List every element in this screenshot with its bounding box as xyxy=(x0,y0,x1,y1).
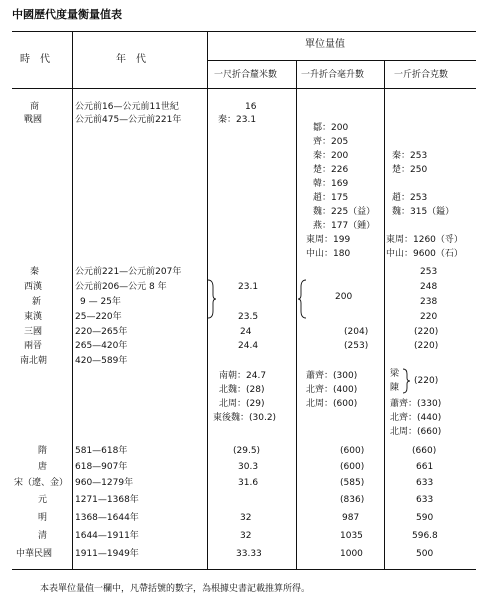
footnote: 本表單位量值一欄中，凡帶括號的數字，為根據史書記載推算所得。 xyxy=(40,584,311,594)
row-dynasty: 中華民國 xyxy=(16,549,53,559)
row-period: 25—220年 xyxy=(75,312,122,322)
row-dynasty: 西漢 xyxy=(24,282,43,292)
row-jin: 500 xyxy=(416,549,434,559)
row-jin: 北齊：(440) xyxy=(390,413,442,423)
row-period: 960—1279年 xyxy=(75,478,134,488)
row-period: 265—420年 xyxy=(75,341,128,351)
row-jin: (660) xyxy=(412,446,437,456)
row-dynasty: 元 xyxy=(38,495,48,505)
row-chi: 南朝：24.7 xyxy=(219,371,267,381)
row-chi: (29.5) xyxy=(233,446,261,456)
row-dynasty: 三國 xyxy=(24,327,43,337)
row-chi: 32 xyxy=(240,531,252,541)
row-dynasty: 秦 xyxy=(30,267,40,277)
row-sheng: (836) xyxy=(340,495,365,505)
row-sheng: 鄒：200 xyxy=(313,123,349,133)
row-sheng: 北齊：(400) xyxy=(306,385,358,395)
row-chi: 北魏：(28) xyxy=(219,385,265,395)
row-chi: 秦：23.1 xyxy=(218,115,257,125)
row-jin: 趙：253 xyxy=(392,193,428,203)
row-jin: 蕭齊：(330) xyxy=(390,399,442,409)
row-jin: 楚：250 xyxy=(392,165,428,175)
row-sheng: 北周：(600) xyxy=(306,399,358,409)
page-title: 中國歷代度量衡量值表 xyxy=(12,8,122,21)
row-dynasty: 商 xyxy=(30,102,40,112)
row-chi: 東後魏：(30.2) xyxy=(213,413,277,423)
row-jin: 590 xyxy=(416,513,434,523)
row-jin: 東周：1260（寽） xyxy=(386,235,463,245)
row-dynasty: 清 xyxy=(38,531,48,541)
row-sheng: (600) xyxy=(340,446,365,456)
row-chi: 32 xyxy=(240,513,252,523)
row-sheng: 韓：169 xyxy=(313,179,349,189)
row-period: 1271—1368年 xyxy=(75,495,139,505)
row-jin: 633 xyxy=(416,495,434,505)
row-jin: 633 xyxy=(416,478,434,488)
row-sheng: 987 xyxy=(342,513,360,523)
header-bottom-rule xyxy=(12,88,476,89)
row-sheng: (600) xyxy=(340,462,365,472)
row-chi: 24.4 xyxy=(238,341,259,351)
row-sheng: 1000 xyxy=(340,549,363,559)
row-chi: 31.6 xyxy=(238,478,259,488)
row-chi: 24 xyxy=(240,327,252,337)
row-jin: 北周：(660) xyxy=(390,427,442,437)
row-sheng: 秦：200 xyxy=(313,151,349,161)
row-period: 1911—1949年 xyxy=(75,549,139,559)
table-bottom-rule xyxy=(12,569,476,570)
header-sub-rule xyxy=(207,60,476,61)
brace-jin-liang-chen xyxy=(402,368,412,394)
brace-sheng-qin-han xyxy=(297,279,307,319)
row-jin: (220) xyxy=(414,341,439,351)
row-chi: 16 xyxy=(245,102,257,112)
row-sheng: (585) xyxy=(340,478,365,488)
row-jin: 陳 xyxy=(390,383,400,393)
row-sheng: 200 xyxy=(335,292,353,302)
row-jin: 秦：253 xyxy=(392,151,428,161)
header-dynasty: 時 代 xyxy=(20,54,50,65)
col-divider-4 xyxy=(384,60,385,569)
row-period: 公元前475—公元前221年 xyxy=(75,115,182,125)
header-jin: 一斤折合克數 xyxy=(394,70,449,80)
row-dynasty: 東漢 xyxy=(24,312,43,322)
row-dynasty: 南北朝 xyxy=(20,356,48,366)
row-dynasty: 新 xyxy=(32,297,42,307)
row-jin: (220) xyxy=(414,376,439,386)
row-sheng: 楚：226 xyxy=(313,165,349,175)
header-sheng: 一升折合毫升數 xyxy=(301,70,365,80)
row-chi: 23.5 xyxy=(238,312,259,322)
row-dynasty: 兩晉 xyxy=(24,341,43,351)
row-chi: 23.1 xyxy=(238,282,259,292)
row-dynasty: 戰國 xyxy=(24,115,43,125)
row-sheng: (204) xyxy=(344,327,369,337)
table-top-rule xyxy=(12,31,476,32)
row-period: 1644—1911年 xyxy=(75,531,139,541)
row-period: 9 — 25年 xyxy=(80,297,121,307)
row-jin: 魏：315（鎰） xyxy=(392,207,455,217)
brace-chi-qin-han xyxy=(207,279,217,319)
header-unit-group: 單位量值 xyxy=(305,39,345,50)
header-chi: 一尺折合釐米數 xyxy=(214,70,278,80)
row-dynasty: 明 xyxy=(38,513,48,523)
row-jin: (220) xyxy=(414,327,439,337)
row-sheng: 燕：177（鍾） xyxy=(313,221,376,231)
row-period: 公元前16—公元前11世紀 xyxy=(75,102,179,112)
row-jin: 梁 xyxy=(390,369,400,379)
row-jin: 253 xyxy=(420,267,438,277)
row-sheng: 魏：225（益） xyxy=(313,207,376,217)
row-period: 618—907年 xyxy=(75,462,128,472)
row-jin: 596.8 xyxy=(412,531,438,541)
row-jin: 238 xyxy=(420,297,438,307)
row-chi: 30.3 xyxy=(238,462,259,472)
row-period: 581—618年 xyxy=(75,446,128,456)
row-jin: 220 xyxy=(420,312,438,322)
row-period: 1368—1644年 xyxy=(75,513,139,523)
row-period: 420—589年 xyxy=(75,356,128,366)
row-sheng: (253) xyxy=(344,341,369,351)
row-period: 公元前206—公元 8 年 xyxy=(75,282,167,292)
row-jin: 661 xyxy=(416,462,434,472)
row-sheng: 齊：205 xyxy=(313,137,349,147)
row-jin: 中山：9600（石） xyxy=(386,249,463,259)
row-dynasty: 唐 xyxy=(38,462,48,472)
row-sheng: 趙：175 xyxy=(313,193,349,203)
row-period: 公元前221—公元前207年 xyxy=(75,267,182,277)
col-divider-1 xyxy=(72,31,73,569)
row-sheng: 蕭齊：(300) xyxy=(306,371,358,381)
row-sheng: 東周：199 xyxy=(306,235,351,245)
row-dynasty: 宋（遼、金） xyxy=(14,478,69,488)
row-chi: 33.33 xyxy=(236,549,262,559)
row-chi: 北周：(29) xyxy=(219,399,265,409)
row-sheng: 1035 xyxy=(340,531,363,541)
row-sheng: 中山：180 xyxy=(306,249,351,259)
header-period: 年 代 xyxy=(116,54,146,65)
row-dynasty: 隋 xyxy=(38,446,48,456)
row-period: 220—265年 xyxy=(75,327,128,337)
row-jin: 248 xyxy=(420,282,438,292)
